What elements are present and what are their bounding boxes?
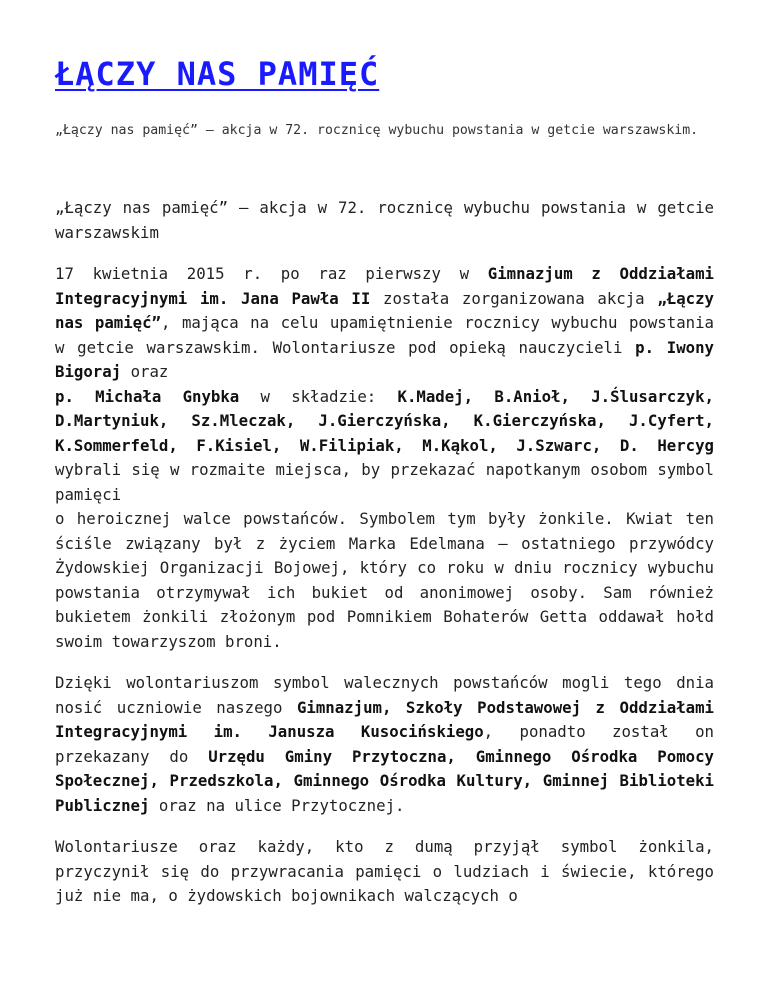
bold-run: Urzędu Gminy Przytoczna, Gminnego Ośrodka Pomocy Społecznej, Przedszkola, Gminnego Ośrodka Kultury, Gminnej Biblioteki Publicznej — [55, 746, 714, 815]
paragraph-1: „Łączy nas pamięć” – akcja w 72. rocznicę wybuchu powstania w getcie warszawskim — [55, 198, 714, 242]
bold-run: „Łączy nas pamięć” — [55, 288, 714, 332]
paragraph-3 — [55, 671, 714, 818]
bold-run: Gimnazjum z Oddziałami Integracyjnymi im. Jana Pawła II — [55, 264, 714, 308]
text-run: w składzie: — [239, 386, 398, 406]
article-body — [55, 196, 714, 926]
text-run: , ponadto został on przekazany do — [55, 722, 714, 766]
text-run: została zorganizowana akcja — [370, 288, 658, 308]
page-title — [55, 54, 379, 94]
title-link[interactable]: ŁĄCZY NAS PAMIĘĆ — [55, 55, 380, 93]
paragraph-4: Wolontariusze oraz każdy, kto z dumą przyjął symbol żonkila, przyczynił się do przywracania pamięci o ludziach i świecie, którego już nie ma, o żydowskich bojownikach walczących o — [55, 837, 714, 905]
text-run: Dzięki wolontariuszom symbol walecznych powstańców mogli tego dnia nosić uczniowie naszego — [55, 673, 714, 717]
bold-run: p. Iwony Bigoraj — [55, 337, 714, 381]
bold-run: K.Madej, B.Anioł, J.Ślusarczyk, D.Martyniuk, Sz.Mleczak, J.Gierczyńska, K.Gierczyńska, J.Cyfert, K.Sommerfeld, F.Kisiel, W.Filipiak, M.Kąkol, J.Szwarc, D. Hercyg — [55, 386, 714, 455]
text-run: 17 kwietnia 2015 r. po raz pierwszy w — [55, 264, 488, 283]
text-run: , mająca na celu upamiętnienie rocznicy wybuchu powstania w getcie warszawskim. Wolontariusze pod opieką nauczycieli — [55, 313, 714, 357]
bold-run: p. Michała Gnybka — [55, 386, 240, 406]
text-run: wybrali się w rozmaite miejsca, by przekazać napotkanym osobom symbol pamięci — [55, 460, 714, 504]
article-summary: „Łączy nas pamięć” – akcja w 72. rocznicę wybuchu powstania w getcie warszawskim. — [55, 123, 699, 138]
paragraph-2 — [55, 262, 714, 654]
bold-run: Gimnazjum, Szkoły Podstawowej z Oddziałami Integracyjnymi im. Janusza Kusocińskiego — [55, 697, 714, 741]
text-run: oraz na ulice Przytocznej. — [149, 795, 405, 815]
text-run: oraz — [121, 362, 169, 381]
text-run: o heroicznej walce powstańców. Symbolem tym były żonkile. Kwiat ten ściśle związany był z życiem Marka Edelmana – ostatniego przywódcy Żydowskiej Organizacji Bojowej, który co roku w dniu rocznicy wybuchu powstania otrzymywał ich bukiet od anonimowej osoby. Sam również bukietem żonkili złożonym pod Pomnikiem Bohaterów Getta oddawał hołd swoim towarzyszom broni. — [55, 509, 714, 651]
